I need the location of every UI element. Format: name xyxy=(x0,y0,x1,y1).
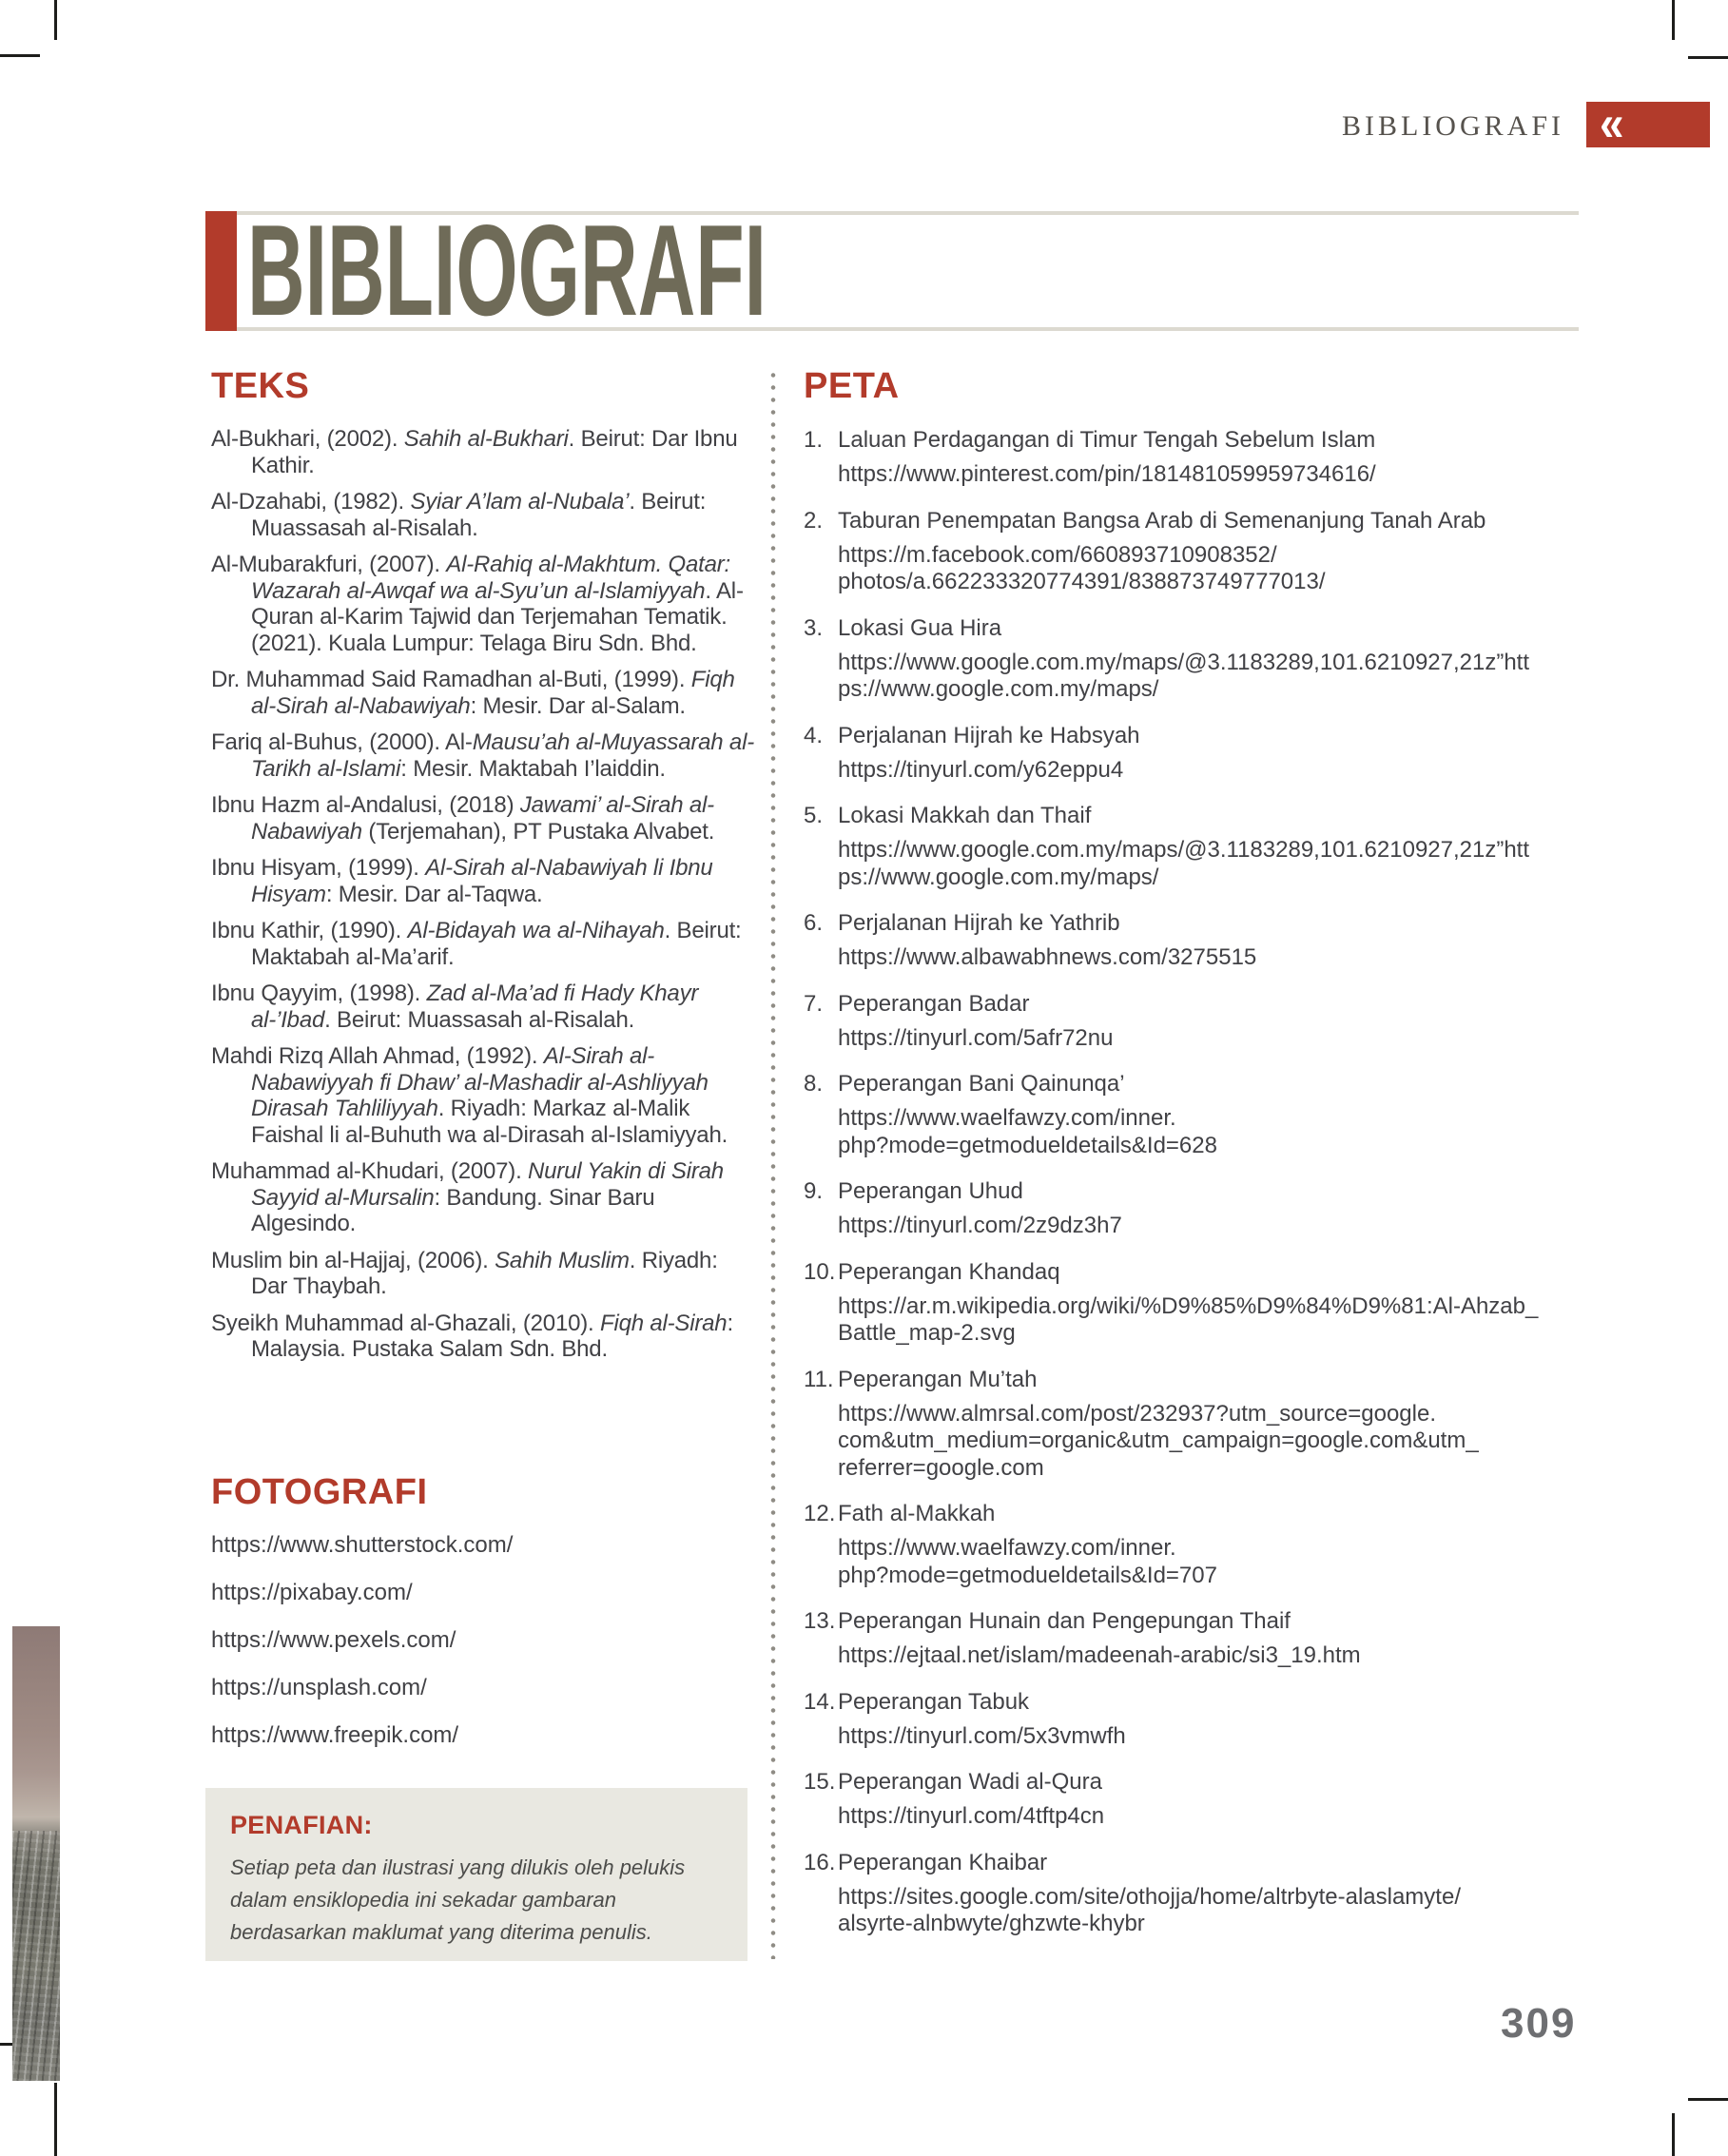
map-list-item xyxy=(804,426,1579,489)
bibliography-entry: Dr. Muhammad Said Ramadhan al-Buti, (1999). Fiqh al-Sirah al-Nabawiyah: Mesir. Dar al-Salam. xyxy=(211,667,735,719)
bibliography-entry: Ibnu Qayyim, (1998). Zad al-Ma’ad fi Hady Khayr al-’Ibad. Beirut: Muassasah al-Risalah. xyxy=(211,981,699,1033)
map-item-link[interactable]: referrer=google.com xyxy=(838,1454,1044,1481)
disclaimer-text: Setiap peta dan ilustrasi yang dilukis oleh pelukis dalam ensiklopedia ini sekadar gambaran berdasarkan maklumat yang diterima penulis. xyxy=(230,1855,686,1944)
teks-entry-list xyxy=(205,426,755,1363)
bibliography-entry: Muslim bin al-Hajjaj, (2006). Sahih Muslim. Riyadh: Dar Thaybah. xyxy=(211,1247,718,1299)
map-item-title: Perjalanan Hijrah ke Yathrib xyxy=(838,910,1120,936)
map-item-title: Peperangan Khaibar xyxy=(838,1849,1048,1875)
map-item-link[interactable]: https://ejtaal.net/islam/madeenah-arabic/si3_19.htm xyxy=(838,1642,1361,1668)
bibliography-entry: Mahdi Rizq Allah Ahmad, (1992). Al-Sirah al-Nabawiyyah fi Dhaw’ al-Mashadir al-Ashliyyah Dirasah Tahliliyyah. Riyadh: Markaz al-Malik Faishal li al-Buhuth wa al-Dirasah al-Islamiyyah. xyxy=(211,1043,728,1148)
map-item-title: Peperangan Mu’tah xyxy=(838,1366,1038,1392)
map-list-item xyxy=(804,1688,1579,1751)
terrain-photo-strip xyxy=(12,1626,60,2081)
map-list-item xyxy=(804,1500,1579,1589)
map-list-item xyxy=(804,614,1579,704)
crop-mark xyxy=(54,0,57,40)
bibliography-entry: Ibnu Kathir, (1990). Al-Bidayah wa al-Nihayah. Beirut: Maktabah al-Ma’arif. xyxy=(211,918,742,970)
crop-mark xyxy=(1688,56,1728,59)
map-item-number: 3. xyxy=(804,614,824,641)
map-item-number: 11. xyxy=(804,1366,834,1392)
map-item-number: 10. xyxy=(804,1258,836,1285)
map-item-link[interactable]: alsyrte-alnbwyte/ghzwte-khybr xyxy=(838,1911,1145,1936)
fotografi-section xyxy=(205,1472,755,1770)
crop-mark xyxy=(1672,0,1675,40)
back-button[interactable] xyxy=(1586,94,1710,151)
photo-source-link[interactable]: https://unsplash.com/ xyxy=(211,1675,427,1700)
map-item-number: 6. xyxy=(804,910,824,936)
map-item-title: Peperangan Uhud xyxy=(838,1178,1023,1204)
map-item-link[interactable]: https://www.waelfawzy.com/inner. xyxy=(838,1535,1176,1561)
crop-mark xyxy=(1672,2113,1675,2156)
map-list-item xyxy=(804,1366,1579,1483)
map-item-link[interactable]: https://www.albawabhnews.com/3275515 xyxy=(838,944,1257,970)
map-list-item xyxy=(804,1177,1579,1240)
map-item-title: Peperangan Khandaq xyxy=(838,1258,1060,1285)
map-item-link[interactable]: https://www.almrsal.com/post/232937?utm_source=google. xyxy=(838,1400,1437,1427)
map-item-number: 5. xyxy=(804,803,824,828)
map-item-title: Lokasi Makkah dan Thaif xyxy=(838,803,1092,828)
photo-source-link[interactable]: https://pixabay.com/ xyxy=(211,1580,413,1605)
bibliography-entry: Al-Mubarakfuri, (2007). Al-Rahiq al-Makhtum. Qatar: Wazarah al-Awqaf wa al-Syu’un al-Islamiyyah. Al-Quran al-Karim Tajwid dan Terjemahan Tematik. (2021). Kuala Lumpur: Telaga Biru Sdn. Bhd. xyxy=(211,552,744,656)
map-list-item xyxy=(804,1768,1579,1831)
map-item-title: Peperangan Tabuk xyxy=(838,1688,1030,1715)
map-list-item xyxy=(804,802,1579,891)
crop-mark xyxy=(1688,2098,1728,2101)
map-item-link[interactable]: https://www.pinterest.com/pin/181481059959734616/ xyxy=(838,461,1376,487)
map-list-item xyxy=(804,722,1579,785)
bibliography-entry: Muhammad al-Khudari, (2007). Nurul Yakin di Sirah Sayyid al-Mursalin: Bandung. Sinar Baru Algesindo. xyxy=(211,1158,724,1236)
map-item-link[interactable]: com&utm_medium=organic&utm_campaign=google.com&utm_ xyxy=(838,1428,1479,1453)
page-title: BIBLIOGRAFI xyxy=(247,197,767,343)
map-item-link[interactable]: https://tinyurl.com/5x3vmwfh xyxy=(838,1722,1126,1749)
map-item-title: Laluan Perdagangan di Timur Tengah Sebelum Islam xyxy=(838,427,1376,453)
map-list-item xyxy=(804,1607,1579,1670)
fotografi-url-list xyxy=(205,1532,755,1749)
map-list-item xyxy=(804,990,1579,1053)
map-list-item xyxy=(804,1849,1579,1938)
map-item-link[interactable]: Battle_map-2.svg xyxy=(838,1320,1016,1346)
map-list-item xyxy=(804,507,1579,596)
map-item-title: Fath al-Makkah xyxy=(838,1501,996,1526)
map-item-number: 14. xyxy=(804,1688,836,1715)
teks-section xyxy=(205,366,755,1373)
map-item-title: Peperangan Wadi al-Qura xyxy=(838,1769,1102,1795)
map-item-title: Peperangan Badar xyxy=(838,990,1030,1017)
map-item-link[interactable]: ps://www.google.com.my/maps/ xyxy=(838,864,1159,890)
map-item-title: Taburan Penempatan Bangsa Arab di Semenanjung Tanah Arab xyxy=(838,507,1486,534)
map-item-title: Peperangan Hunain dan Pengepungan Thaif xyxy=(838,1608,1291,1634)
page-number: 309 xyxy=(1501,2000,1577,2047)
map-item-link[interactable]: https://sites.google.com/site/othojja/home/altrbyte-alaslamyte/ xyxy=(838,1883,1461,1910)
disclaimer-heading: PENAFIAN: xyxy=(230,1811,373,1839)
map-item-number: 12. xyxy=(804,1501,836,1526)
map-item-title: Peperangan Bani Qainunqa’ xyxy=(838,1071,1125,1097)
bibliography-entry: Syeikh Muhammad al-Ghazali, (2010). Fiqh al-Sirah: Malaysia. Pustaka Salam Sdn. Bhd. xyxy=(211,1310,733,1362)
section-heading-teks: TEKS xyxy=(211,366,310,406)
map-item-number: 1. xyxy=(804,427,824,453)
map-list-item xyxy=(804,909,1579,972)
map-item-number: 15. xyxy=(804,1769,836,1795)
map-item-number: 16. xyxy=(804,1849,836,1875)
map-item-link[interactable]: https://ar.m.wikipedia.org/wiki/%D9%85%D9%84%D9%81:Al-Ahzab_ xyxy=(838,1292,1539,1319)
photo-source-link[interactable]: https://www.shutterstock.com/ xyxy=(211,1532,514,1558)
running-header-label: BIBLIOGRAFI xyxy=(1341,110,1564,142)
map-list-item xyxy=(804,1070,1579,1159)
section-heading-peta: PETA xyxy=(804,366,900,406)
map-item-number: 9. xyxy=(804,1178,824,1204)
bibliography-entry: Ibnu Hazm al-Andalusi, (2018) Jawami’ al-Sirah al-Nabawiyah (Terjemahan), PT Pustaka Alvabet. xyxy=(211,792,715,845)
map-item-number: 4. xyxy=(804,722,824,748)
map-item-number: 8. xyxy=(804,1071,824,1097)
map-item-link[interactable]: php?mode=getmodueldetails&Id=707 xyxy=(838,1562,1217,1588)
bibliography-entry: Al-Bukhari, (2002). Sahih al-Bukhari. Beirut: Dar Ibnu Kathir. xyxy=(211,426,738,478)
section-heading-fotografi: FOTOGRAFI xyxy=(211,1472,428,1512)
map-item-link[interactable]: https://tinyurl.com/y62eppu4 xyxy=(838,756,1124,783)
map-item-title: Perjalanan Hijrah ke Habsyah xyxy=(838,722,1140,748)
map-item-link[interactable]: https://tinyurl.com/4tftp4cn xyxy=(838,1803,1105,1829)
map-item-link[interactable]: https://www.google.com.my/maps/@3.1183289,101.6210927,21z”htt xyxy=(838,837,1530,863)
bibliography-entry: Al-Dzahabi, (1982). Syiar A’lam al-Nubala’. Beirut: Muassasah al-Risalah. xyxy=(211,489,707,541)
map-item-link[interactable]: https://m.facebook.com/660893710908352/ xyxy=(838,541,1277,568)
map-item-number: 7. xyxy=(804,990,824,1017)
double-chevron-left-icon: « xyxy=(1600,94,1624,151)
column-divider xyxy=(770,369,776,1959)
peta-section xyxy=(804,366,1579,1956)
map-item-link[interactable]: php?mode=getmodueldetails&Id=628 xyxy=(838,1132,1217,1158)
crop-mark xyxy=(0,54,40,57)
photo-source-link[interactable]: https://www.pexels.com/ xyxy=(211,1627,456,1653)
map-item-number: 2. xyxy=(804,507,824,534)
map-item-link[interactable]: https://tinyurl.com/2z9dz3h7 xyxy=(838,1213,1122,1238)
bibliography-entry: Ibnu Hisyam, (1999). Al-Sirah al-Nabawiyah li Ibnu Hisyam: Mesir. Dar al-Taqwa. xyxy=(211,855,713,907)
map-item-link[interactable]: https://www.waelfawzy.com/inner. xyxy=(838,1105,1176,1131)
photo-source-link[interactable]: https://www.freepik.com/ xyxy=(211,1722,459,1748)
crop-mark xyxy=(54,2083,57,2156)
disclaimer-box xyxy=(205,1788,748,1961)
map-item-link[interactable]: https://tinyurl.com/5afr72nu xyxy=(838,1024,1114,1051)
map-list-item xyxy=(804,1258,1579,1348)
bibliography-entry: Fariq al-Buhus, (2000). Al-Mausu’ah al-Muyassarah al-Tarikh al-Islami: Mesir. Maktabah I’laiddin. xyxy=(211,729,754,782)
map-item-link[interactable]: photos/a.662233320774391/838873749777013/ xyxy=(838,569,1326,594)
map-item-link[interactable]: ps://www.google.com.my/maps/ xyxy=(838,676,1159,702)
peta-item-list xyxy=(804,426,1579,1938)
map-item-number: 13. xyxy=(804,1608,836,1634)
map-item-link[interactable]: https://www.google.com.my/maps/@3.1183289,101.6210927,21z”htt xyxy=(838,649,1530,675)
title-accent-bar xyxy=(205,211,237,331)
map-item-title: Lokasi Gua Hira xyxy=(838,614,1002,641)
